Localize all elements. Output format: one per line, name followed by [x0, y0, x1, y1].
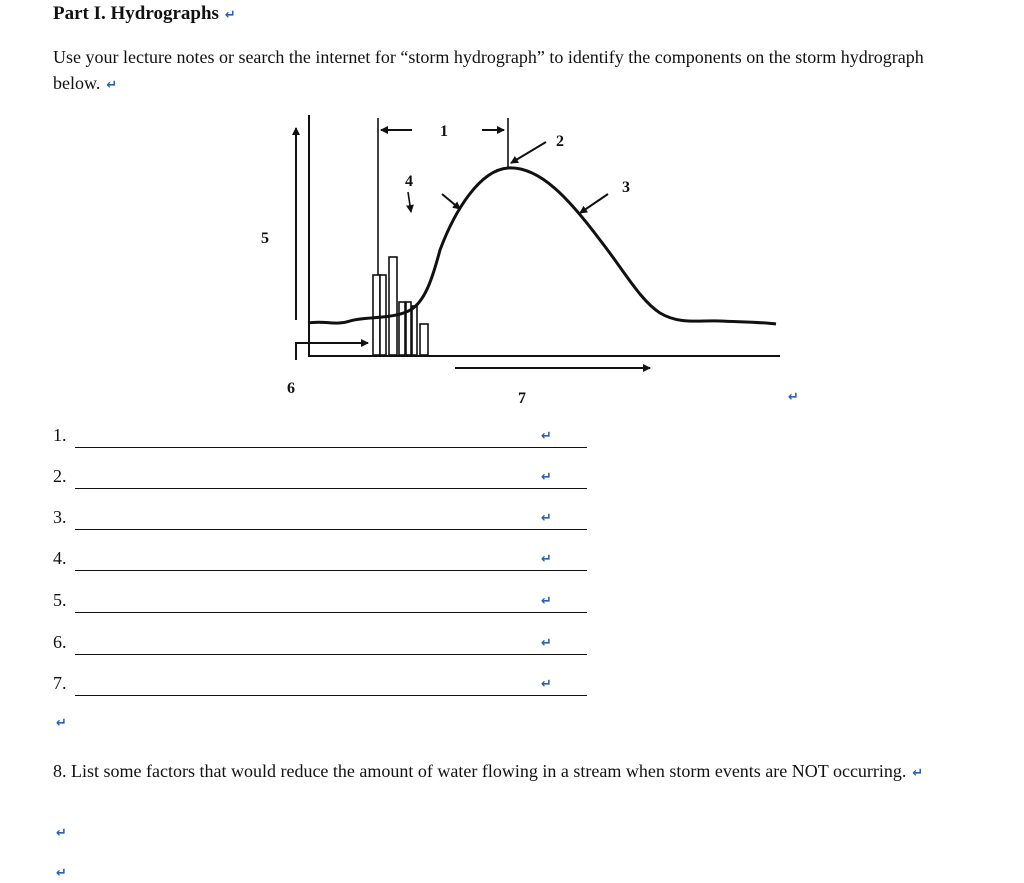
- answer-blank-line[interactable]: [75, 695, 587, 696]
- answer-row-4: [53, 548, 573, 578]
- rain-bar: [399, 302, 405, 355]
- rain-bar: [373, 275, 380, 355]
- return-mark-icon: ↵: [788, 390, 799, 405]
- rainfall-bars: [373, 257, 428, 355]
- label-4-arrow: [408, 192, 411, 212]
- answer-row-5: [53, 590, 573, 620]
- answer-number: 5.: [53, 590, 67, 610]
- intro-text: Use your lecture notes or search the internet for “storm hydrograph” to identify the components on the storm hydrograph below.: [53, 47, 924, 93]
- answer-row-6: [53, 632, 573, 662]
- label-6-bracket: [296, 343, 309, 360]
- answer-row-2: [53, 466, 573, 496]
- return-mark-icon: ↵: [541, 470, 552, 485]
- rain-bar: [389, 257, 397, 355]
- answer-blank-line[interactable]: [75, 447, 587, 448]
- answer-row-3: [53, 507, 573, 537]
- return-mark-icon: ↵: [541, 636, 552, 651]
- figure-label-2: 2: [556, 133, 564, 150]
- question-8-text: 8. List some factors that would reduce the amount of water flowing in a stream when storm events are NOT occurring.: [53, 761, 907, 781]
- figure-label-6: 6: [287, 380, 295, 397]
- answer-number: 1.: [53, 425, 67, 445]
- figure-label-3: 3: [622, 179, 630, 196]
- return-mark-icon: ↵: [541, 594, 552, 609]
- answer-blank-line[interactable]: [75, 570, 587, 571]
- rain-bar: [380, 275, 386, 355]
- label-3-arrow: [580, 194, 608, 213]
- rain-bar: [420, 324, 428, 355]
- answer-number: 2.: [53, 466, 67, 486]
- answer-number: 6.: [53, 632, 67, 652]
- return-mark-icon: ↵: [541, 677, 552, 692]
- figure-label-4: 4: [405, 173, 413, 190]
- return-mark-icon: ↵: [56, 716, 67, 731]
- answer-number: 7.: [53, 673, 67, 693]
- answer-number: 3.: [53, 507, 67, 527]
- return-mark-icon: ↵: [56, 866, 67, 881]
- answer-number: 4.: [53, 548, 67, 568]
- page-title-text: Part I. Hydrographs: [53, 3, 219, 24]
- return-mark-icon: ↵: [912, 766, 924, 781]
- label-2-arrow: [511, 142, 546, 163]
- return-mark-icon: ↵: [224, 8, 236, 23]
- answer-blank-line[interactable]: [75, 612, 587, 613]
- return-mark-icon: ↵: [541, 429, 552, 444]
- figure-label-7: 7: [518, 390, 526, 407]
- answer-row-1: [53, 425, 573, 455]
- return-mark-icon: ↵: [56, 826, 67, 841]
- answer-blank-line[interactable]: [75, 654, 587, 655]
- rising-limb-arrow: [442, 194, 460, 209]
- question-8: [53, 758, 993, 787]
- answer-blank-line[interactable]: [75, 529, 587, 530]
- answer-row-7: [53, 673, 573, 703]
- answer-blank-line[interactable]: [75, 488, 587, 489]
- figure-label-1: 1: [440, 123, 448, 140]
- return-mark-icon: ↵: [541, 552, 552, 567]
- return-mark-icon: ↵: [541, 511, 552, 526]
- figure-label-5: 5: [261, 230, 269, 247]
- rain-bar: [412, 306, 417, 355]
- return-mark-icon: ↵: [106, 78, 118, 93]
